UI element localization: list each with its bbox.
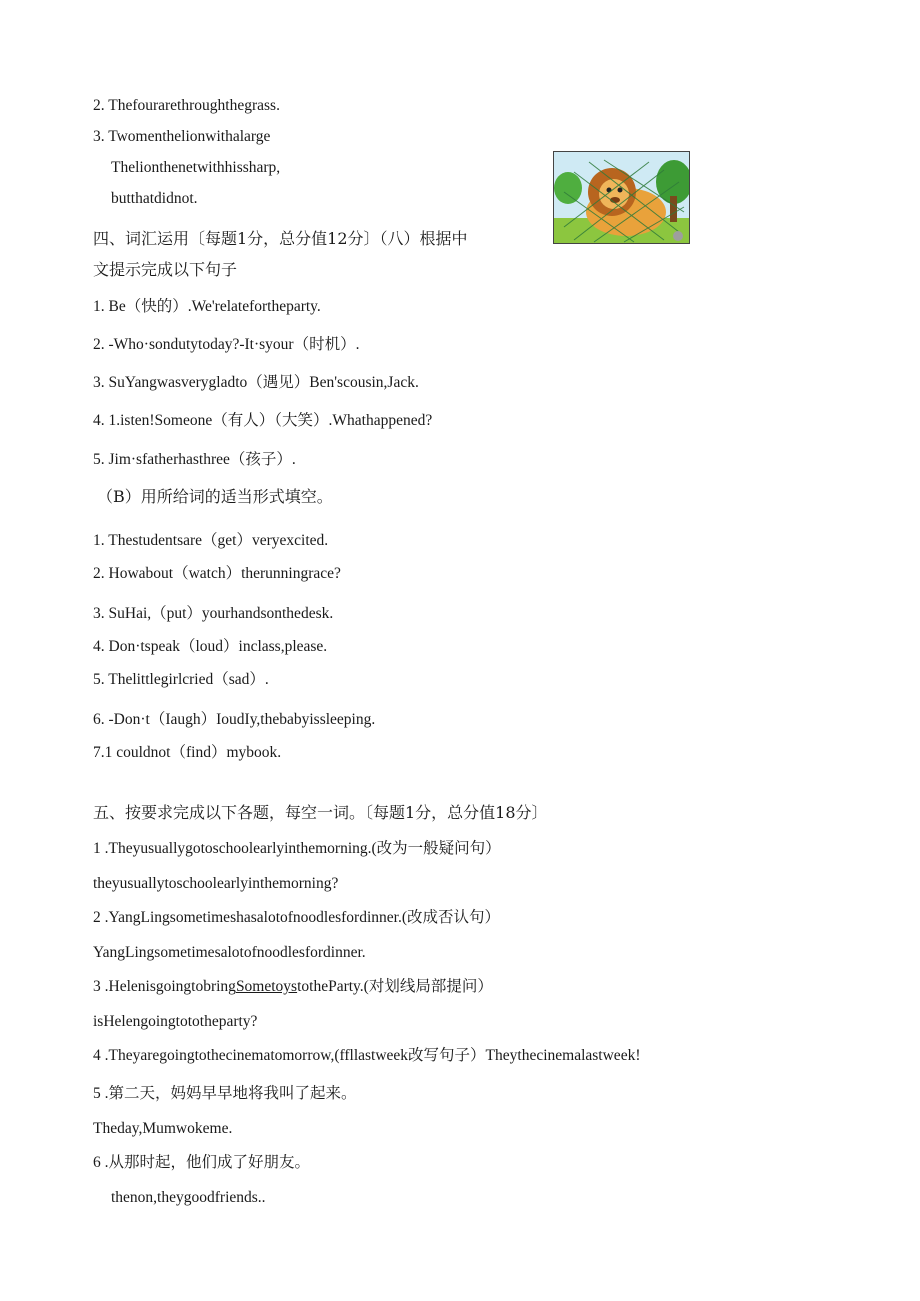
section-5-heading: 五、按要求完成以下各题，每空一词。〔每题1分，总分值18分〕 — [93, 803, 548, 822]
section-4-heading: 四、词汇运用〔每题1分，总分值12分〕（八）根据中 — [93, 229, 468, 248]
transform-a5: Theday,Mumwokeme. — [93, 1120, 233, 1137]
vocab-b-6: 6. -Don·t（Iaugh）IoudIy,thebabyissleeping. — [93, 711, 376, 728]
transform-q2: 2 .YangLingsometimeshasalotofnoodlesfordinner.(改成否认句） — [93, 909, 500, 926]
q3-underlined-phrase: Sometoys — [235, 978, 298, 995]
transform-a3: isHelengoingtototheparty? — [93, 1013, 258, 1030]
vocab-b-5: 5. Thelittlegirlcried（sad）. — [93, 671, 269, 688]
section-4-heading-cont: 文提示完成以下句子 — [93, 260, 238, 279]
transform-q1: 1 .Theyusuallygotoschoolearlyinthemorning.(改为一般疑问句） — [93, 840, 501, 857]
vocab-a-5: 5. Jim·sfatherhasthree（孩子）. — [93, 451, 296, 468]
transform-a2: YangLingsometimesalotofnoodlesfordinner. — [93, 944, 366, 961]
transform-q6: 6 .从那时起，他们成了好朋友。 — [93, 1154, 311, 1171]
vocab-b-2: 2. Howabout（watch）therunningrace? — [93, 565, 341, 582]
transform-a1: theyusuallytoschoolearlyinthemorning? — [93, 875, 339, 892]
sentence-3-line-c: butthatdidnot. — [111, 190, 198, 207]
vocab-a-2: 2. -Who·sondutytoday?-It·syour（时机）. — [93, 336, 360, 353]
sentence-3-line-b: Thelionthenetwithhissharp, — [111, 159, 281, 176]
vocab-a-3: 3. SuYangwasverygladto（遇见）Ben'scousin,Jack. — [93, 374, 419, 391]
lion-in-net-icon — [554, 152, 689, 243]
transform-q5: 5 .第二天，妈妈早早地将我叫了起来。 — [93, 1085, 357, 1102]
sentence-2: 2. Thefourarethroughthegrass. — [93, 97, 280, 114]
transform-q4: 4 .Theyaregoingtothecinematomorrow,(ffllastweek改写句子）Theythecinemalastweek! — [93, 1047, 641, 1064]
part-b-heading: （B）用所给词的适当形式填空。 — [97, 487, 333, 506]
lion-net-illustration — [553, 151, 690, 244]
q3-text-before: 3 .Helenisgoingtobring — [93, 978, 236, 995]
vocab-a-1: 1. Be（快的）.We'relatefortheparty. — [93, 298, 321, 315]
transform-q3 — [93, 977, 493, 997]
vocab-b-3: 3. SuHai,（put）yourhandsonthedesk. — [93, 605, 334, 622]
q3-text-after: totheParty.(对划线局部提问） — [297, 978, 493, 995]
sentence-3: 3. Twomenthelionwithalarge — [93, 128, 271, 145]
vocab-b-7: 7.1 couldnot（find）mybook. — [93, 744, 282, 761]
vocab-b-4: 4. Don·tspeak（loud）inclass,please. — [93, 638, 328, 655]
vocab-a-4: 4. 1.isten!Someone（有人）（大笑）.Whathappened? — [93, 412, 433, 429]
transform-a6: thenon,theygoodfriends.. — [111, 1189, 266, 1206]
vocab-b-1: 1. Thestudentsare（get）veryexcited. — [93, 532, 329, 549]
